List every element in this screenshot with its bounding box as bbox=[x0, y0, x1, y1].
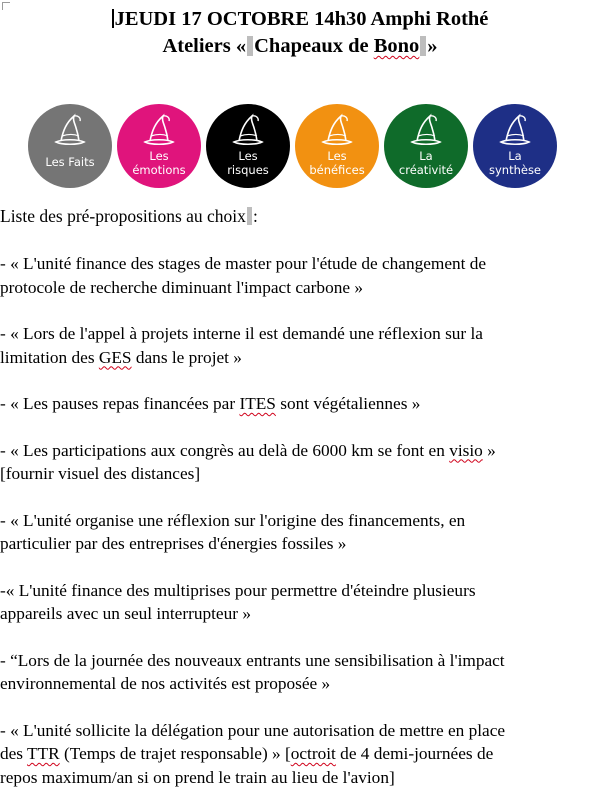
proposition-text: (Temps de trajet responsable) » [ bbox=[59, 744, 291, 763]
wizard-hat-icon bbox=[495, 111, 535, 149]
wizard-hat-icon bbox=[50, 111, 90, 149]
proposition-text: - « L'unité organise une réflexion sur l'origine des financements, en bbox=[0, 510, 466, 530]
hat-label bbox=[384, 149, 468, 177]
proposition-text: des bbox=[0, 744, 28, 763]
proposition-line bbox=[0, 579, 600, 603]
proposition-line bbox=[0, 276, 600, 300]
proposition-item bbox=[0, 579, 600, 626]
proposition-line bbox=[0, 322, 600, 346]
proposition-line bbox=[0, 672, 600, 696]
hat-label-line: risques bbox=[227, 163, 269, 177]
proposition-line bbox=[0, 602, 600, 626]
proposition-line bbox=[0, 509, 600, 533]
proposition-text: - « Les participations aux congrès au delà de 6000 km se font en bbox=[0, 440, 450, 460]
hat-label-line: La bbox=[508, 149, 522, 163]
proposition-line bbox=[0, 346, 600, 370]
hat-circle bbox=[117, 104, 201, 188]
spellcheck-word: visio bbox=[449, 440, 483, 460]
hat-circle bbox=[384, 104, 468, 188]
hat-circle bbox=[28, 104, 112, 188]
hat-label-line: créativité bbox=[398, 163, 454, 177]
proposition-text: sont végétaliennes » bbox=[275, 394, 421, 413]
hat-label-line: Les bbox=[149, 149, 169, 163]
proposition-item bbox=[0, 392, 600, 416]
proposition-text: [fournir visuel des distances] bbox=[0, 464, 201, 483]
intro-text: Liste des pré-propositions au choix bbox=[0, 206, 246, 226]
hat-label-line: Les bbox=[238, 149, 258, 163]
spellcheck-word: TTR bbox=[27, 744, 60, 763]
spellcheck-word: octroit bbox=[290, 744, 336, 763]
proposition-text: - « L'unité finance des stages de master pour l'étude de changement de bbox=[0, 254, 487, 273]
wizard-hat-icon bbox=[139, 111, 179, 149]
spellcheck-word: ITES bbox=[239, 394, 276, 413]
header-line2-bono: Bono bbox=[373, 35, 420, 57]
nbsp-marker bbox=[247, 36, 253, 56]
proposition-item bbox=[0, 719, 600, 790]
proposition-line bbox=[0, 719, 600, 743]
proposition-text: particulier par des entreprises d'énergies fossiles » bbox=[0, 534, 347, 553]
hat-label bbox=[295, 149, 379, 177]
proposition-line bbox=[0, 462, 600, 486]
hat-label bbox=[473, 149, 557, 177]
hat-label-line: bénéfices bbox=[309, 163, 365, 177]
spellcheck-word: GES bbox=[98, 347, 132, 367]
text-cursor bbox=[112, 9, 114, 28]
hat-label-line: émotions bbox=[132, 163, 186, 177]
proposition-item bbox=[0, 252, 600, 299]
proposition-text: - « Lors de l'appel à projets interne il est demandé une réflexion sur la bbox=[0, 324, 483, 343]
hat-label-line: synthèse bbox=[488, 163, 542, 177]
hat-label-line: La bbox=[419, 149, 433, 163]
proposition-text: repos maximum/an si on prend le train au lieu de l'avion] bbox=[0, 767, 395, 787]
hat-circle bbox=[473, 104, 557, 188]
proposition-text: - “Lors de la journée des nouveaux entrants une sensibilisation à l'impact bbox=[0, 650, 505, 670]
proposition-text: -« L'unité finance des multiprises pour permettre d'éteindre plusieurs bbox=[0, 580, 476, 600]
propositions-list bbox=[0, 252, 600, 812]
proposition-text: environnemental de nos activités est proposée » bbox=[0, 674, 331, 693]
proposition-text: protocole de recherche diminuant l'impact carbone » bbox=[0, 277, 363, 297]
wizard-hat-icon bbox=[317, 111, 357, 149]
thinking-hats-row bbox=[28, 104, 562, 188]
proposition-line bbox=[0, 439, 600, 463]
hat-label bbox=[206, 149, 290, 177]
proposition-item bbox=[0, 322, 600, 369]
intro-colon: : bbox=[252, 206, 258, 226]
nbsp-marker bbox=[247, 207, 252, 225]
proposition-text: - « Les pauses repas financées par bbox=[0, 394, 240, 413]
wizard-hat-icon bbox=[228, 111, 268, 149]
hat-label-line: Les bbox=[327, 149, 347, 163]
proposition-line bbox=[0, 532, 600, 556]
header-line-1 bbox=[0, 6, 600, 33]
proposition-text: » bbox=[482, 440, 496, 460]
proposition-line bbox=[0, 649, 600, 673]
proposition-item bbox=[0, 509, 600, 556]
proposition-item bbox=[0, 439, 600, 486]
proposition-text: - « L'unité sollicite la délégation pour une autorisation de mettre en place bbox=[0, 720, 506, 740]
proposition-line bbox=[0, 392, 600, 416]
hat-circle bbox=[295, 104, 379, 188]
proposition-line bbox=[0, 742, 600, 766]
document-header bbox=[0, 0, 600, 60]
proposition-line bbox=[0, 252, 600, 276]
hat-circle bbox=[206, 104, 290, 188]
proposition-text: limitation des bbox=[0, 347, 99, 367]
nbsp-marker bbox=[420, 36, 426, 56]
hat-label bbox=[28, 155, 112, 169]
header-line2-main: Chapeaux de bbox=[254, 35, 374, 57]
intro-line bbox=[0, 206, 258, 227]
proposition-text: de 4 demi-journées de bbox=[335, 744, 494, 763]
wizard-hat-icon bbox=[406, 111, 446, 149]
header-line2-suffix: » bbox=[427, 35, 438, 57]
proposition-item bbox=[0, 649, 600, 696]
page-corner-mark bbox=[2, 2, 10, 10]
proposition-line bbox=[0, 766, 600, 790]
hat-label-line: Les Faits bbox=[45, 155, 95, 169]
header-line2-prefix: Ateliers « bbox=[162, 35, 247, 57]
hat-label bbox=[117, 149, 201, 177]
proposition-text: appareils avec un seul interrupteur » bbox=[0, 604, 251, 623]
header-line-2 bbox=[0, 33, 600, 60]
proposition-text: dans le projet » bbox=[131, 347, 242, 367]
header-date-title: JEUDI 17 OCTOBRE 14h30 Amphi Rothé bbox=[114, 8, 489, 30]
